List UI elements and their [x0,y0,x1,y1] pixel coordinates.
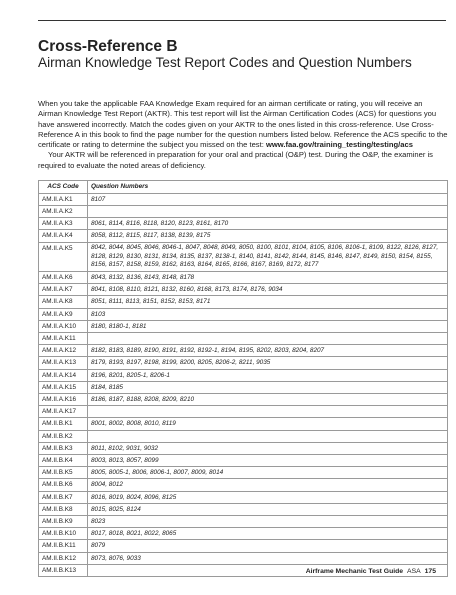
question-numbers-cell: 8103 [88,308,448,320]
table-row [39,528,448,540]
top-rule [38,20,446,21]
acs-code-cell: AM.II.B.K9 [39,516,88,528]
question-numbers-cell: 8016, 8019, 8024, 8096, 8125 [88,491,448,503]
question-numbers-cell: 8179, 8193, 8197, 8198, 8199, 8200, 8205, 8206-2, 8211, 9035 [88,357,448,369]
table-row [39,552,448,564]
intro-paragraph-1-text: When you take the applicable FAA Knowledge Exam required for an airman certificate or rating, you will receive an Airman Knowledge Test Report (AKTR). This test report will list the Airman Certification Codes (ACS) for questions you have answered incorrectly. Match the codes given on your AKTR to the ones listed in this cross-reference. Use Cross-Reference A in this book to find the page number for the question numbers listed below. Reference the ACS specific to the certificate or rating to determine the subject you missed on the test: [38,99,448,150]
question-numbers-cell: 8051, 8111, 8113, 8151, 8152, 8153, 8171 [88,296,448,308]
acs-code-cell: AM.II.B.K12 [39,552,88,564]
question-numbers-cell: 8011, 8102, 9031, 9032 [88,442,448,454]
table-row [39,467,448,479]
question-numbers-cell: 8107 [88,193,448,205]
question-numbers-cell: 8184, 8185 [88,381,448,393]
table-row [39,284,448,296]
column-header-question-numbers: Question Numbers [88,181,448,194]
question-numbers-cell: 8042, 8044, 8045, 8046, 8046-1, 8047, 8048, 8049, 8050, 8100, 8101, 8104, 8105, 8106, 8106-1, 8109, 8122, 8126, 8127, 8128, 8129, 8130, 8131, 8134, 8135, 8137, 8138-1, 8140, 8141, 8142, 8144, 8145, 8146, 8147, 8149, 8150, 8154, 8155, 8156, 8157, 8158, 8159, 8162, 8163, 8164, 8165, 8166, 8167, 8169, 8172, 8177 [88,242,448,271]
acs-code-cell: AM.II.A.K14 [39,369,88,381]
question-numbers-cell: 8043, 8132, 8136, 8143, 8148, 8178 [88,271,448,283]
acs-url-link[interactable]: www.faa.gov/training_testing/testing/acs [265,140,413,150]
question-numbers-cell [88,206,448,218]
intro-text [38,99,448,171]
table-row [39,418,448,430]
acs-code-cell: AM.II.B.K6 [39,479,88,491]
footer-publisher: ASA [407,568,421,575]
acs-code-cell: AM.II.B.K11 [39,540,88,552]
question-numbers-cell: 8061, 8114, 8116, 8118, 8120, 8123, 8161, 8170 [88,218,448,230]
table-row [39,503,448,515]
table-row [39,442,448,454]
table-row [39,230,448,242]
question-numbers-cell [88,333,448,345]
table-row [39,430,448,442]
acs-code-cell: AM.II.A.K15 [39,381,88,393]
acs-code-cell: AM.II.A.K17 [39,406,88,418]
table-row [39,308,448,320]
acs-code-cell: AM.II.B.K13 [39,564,88,576]
acs-code-cell: AM.II.A.K9 [39,308,88,320]
acs-code-cell: AM.II.B.K8 [39,503,88,515]
acs-code-cell: AM.II.A.K3 [39,218,88,230]
table-header-row [39,181,448,194]
table-row [39,320,448,332]
table-row [39,369,448,381]
question-numbers-cell: 8017, 8018, 8021, 8022, 8065 [88,528,448,540]
page-number: 175 [424,568,436,575]
table-row [39,406,448,418]
table-row [39,193,448,205]
table-body [39,193,448,576]
acs-code-cell: AM.II.A.K1 [39,193,88,205]
table-row [39,271,448,283]
table-row [39,455,448,467]
table-row [39,357,448,369]
acs-code-cell: AM.II.B.K3 [39,442,88,454]
cross-reference-table [38,180,448,577]
intro-paragraph-1 [38,99,448,150]
question-numbers-cell [88,406,448,418]
acs-code-cell: AM.II.A.K11 [39,333,88,345]
table-row [39,296,448,308]
page-subtitle: Airman Knowledge Test Report Codes and Question Numbers [38,55,412,70]
question-numbers-cell [88,430,448,442]
question-numbers-cell: 8005, 8005-1, 8006, 8006-1, 8007, 8009, 8014 [88,467,448,479]
question-numbers-cell: 8023 [88,516,448,528]
acs-code-cell: AM.II.A.K5 [39,242,88,271]
acs-code-cell: AM.II.B.K2 [39,430,88,442]
page-title: Cross-Reference B [38,38,178,55]
table-row [39,491,448,503]
table-row [39,206,448,218]
question-numbers-cell: 8001, 8002, 8008, 8010, 8119 [88,418,448,430]
acs-code-cell: AM.II.B.K10 [39,528,88,540]
acs-code-cell: AM.II.B.K5 [39,467,88,479]
acs-code-cell: AM.II.B.K7 [39,491,88,503]
acs-code-cell: AM.II.A.K13 [39,357,88,369]
table-row [39,345,448,357]
question-numbers-cell: 8058, 8112, 8115, 8117, 8138, 8139, 8175 [88,230,448,242]
table-row [39,516,448,528]
question-numbers-cell: 8041, 8108, 8110, 8121, 8132, 8160, 8168, 8173, 8174, 8176, 9034 [88,284,448,296]
acs-code-cell: AM.II.A.K16 [39,394,88,406]
acs-code-cell: AM.II.A.K2 [39,206,88,218]
acs-code-cell: AM.II.A.K10 [39,320,88,332]
question-numbers-cell: 8073, 8076, 9033 [88,552,448,564]
column-header-acs-code: ACS Code [39,181,88,194]
footer-book-title: Airframe Mechanic Test Guide [305,568,404,575]
acs-code-cell: AM.II.B.K4 [39,455,88,467]
question-numbers-cell: 8003, 8013, 8057, 8099 [88,455,448,467]
intro-paragraph-2: Your AKTR will be referenced in preparation for your oral and practical (O&P) test. During the O&P, the examiner is required to evaluate the noted areas of deficiency. [38,150,433,170]
question-numbers-cell: 8015, 8025, 8124 [88,503,448,515]
question-numbers-cell: 8180, 8180-1, 8181 [88,320,448,332]
table-row [39,540,448,552]
acs-code-cell: AM.II.A.K6 [39,271,88,283]
table-row [39,381,448,393]
acs-code-cell: AM.II.A.K8 [39,296,88,308]
table-row [39,242,448,271]
table-row [39,218,448,230]
question-numbers-cell: 8079 [88,540,448,552]
question-numbers-cell: 8004, 8012 [88,479,448,491]
acs-code-cell: AM.II.A.K12 [39,345,88,357]
acs-code-cell: AM.II.A.K7 [39,284,88,296]
acs-code-cell: AM.II.B.K1 [39,418,88,430]
question-numbers-cell: 8182, 8183, 8189, 8190, 8191, 8192, 8192-1, 8194, 8195, 8202, 8203, 8204, 8207 [88,345,448,357]
table-row [39,479,448,491]
table-row [39,333,448,345]
acs-code-cell: AM.II.A.K4 [39,230,88,242]
question-numbers-cell: 8196, 8201, 8205-1, 8206-1 [88,369,448,381]
table-row [39,394,448,406]
page-footer [0,568,436,575]
question-numbers-cell: 8186, 8187, 8188, 8208, 8209, 8210 [88,394,448,406]
